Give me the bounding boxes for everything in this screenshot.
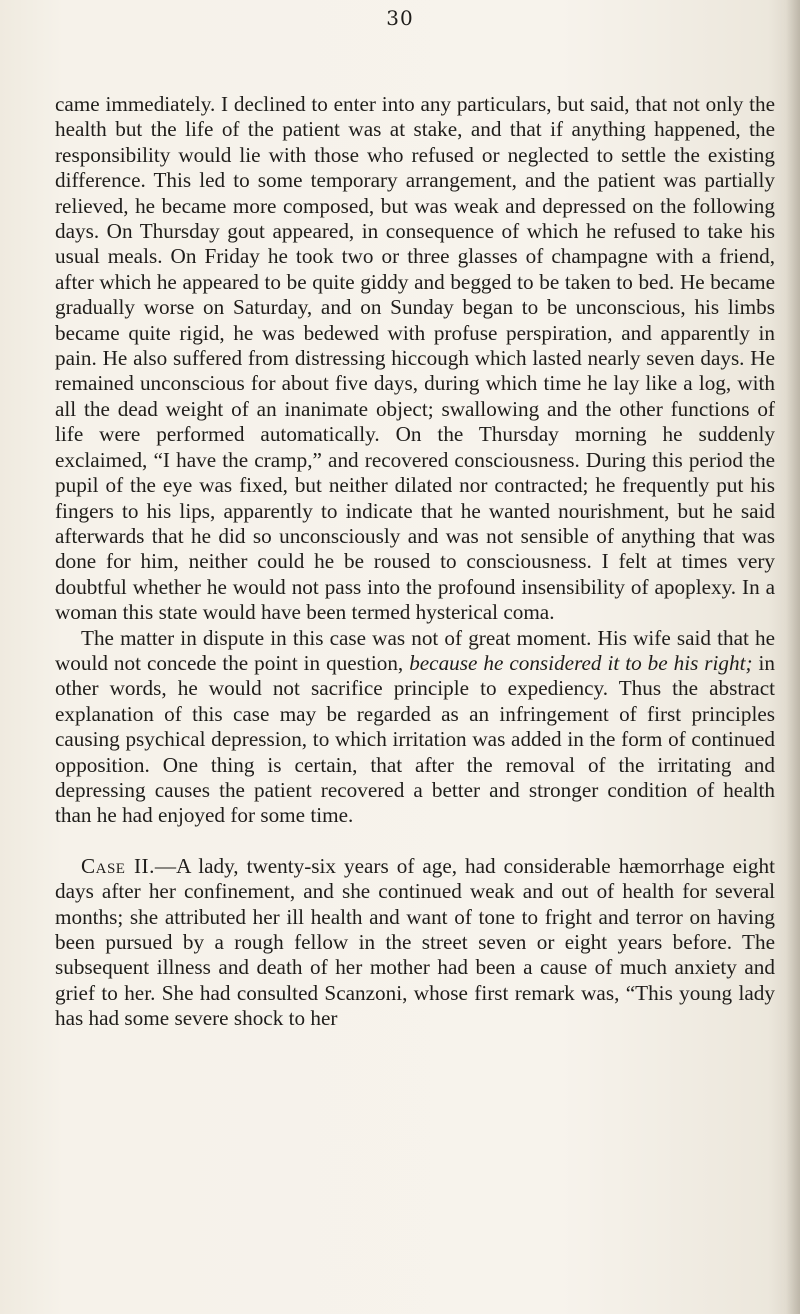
body-text — [55, 92, 775, 1032]
paragraph-3 — [55, 854, 775, 1032]
case-label: Case II. — [81, 853, 155, 878]
paragraph-2-italic: because he considered it to be his right; — [409, 650, 753, 675]
page-edge-shadow — [786, 0, 800, 1314]
paragraph-2-text-a: The matter in dispute in this case was not of great moment. His wife said that he would not concede the point in question, — [55, 625, 775, 675]
paragraph-3-text: —A lady, twenty-six years of age, had considerable hæmorrhage eight days after her confinement, and she continued weak and out of health for several months; she attributed her ill health and want of tone to fright and terror on having been pursued by a rough fellow in the street seven or eight years before. The subsequent illness and death of her mother had been a cause of much anxiety and grief to her. She had consulted Scanzoni, whose first remark was, “This young lady has had some severe shock to her — [55, 853, 775, 1031]
page-number: 30 — [386, 6, 414, 30]
paragraph-1: came immediately. I declined to enter into any particulars, but said, that not only the health but the life of the patient was at stake, and that if anything happened, the responsibility would lie with those who refused or neglected to settle the existing difference. This led to some temporary arrangement, and the patient was partially relieved, he became more composed, but was weak and depressed on the following days. On Thursday gout appeared, in consequence of which he refused to take his usual meals. On Friday he took two or three glasses of champagne with a friend, after which he appeared to be quite giddy and begged to be taken to bed. He became gradually worse on Saturday, and on Sunday began to be unconscious, his limbs became quite rigid, he was bedewed with profuse perspiration, and apparently in pain. He also suffered from distressing hiccough which lasted nearly seven days. He remained unconscious for about five days, during which time he lay like a log, with all the dead weight of an inanimate object; swallowing and the other functions of life were performed automatically. On the Thursday morning he suddenly exclaimed, “I have the cramp,” and recovered consciousness. During this period the pupil of the eye was fixed, but neither dilated nor contracted; he frequently put his fingers to his lips, apparently to indicate that he wanted nourishment, but he said afterwards that he did so unconsciously and was not sensible of anything that was done for him, neither could he be roused to consciousness. I felt at times very doubtful whether he would not pass into the profound insensibility of apoplexy. In a woman this state would have been termed hysterical coma. — [55, 92, 775, 625]
paragraph-2 — [55, 626, 775, 829]
paragraph-2-text-b: in other words, he would not sacrifice principle to expediency. Thus the abstract explanation of this case may be regarded as an infringement of first principles causing psychical depression, to which irritation was added in the form of continued opposition. One thing is certain, that after the removal of the irritating and depressing causes the patient recovered a better and stronger condition of health than he had enjoyed for some time. — [55, 650, 776, 828]
